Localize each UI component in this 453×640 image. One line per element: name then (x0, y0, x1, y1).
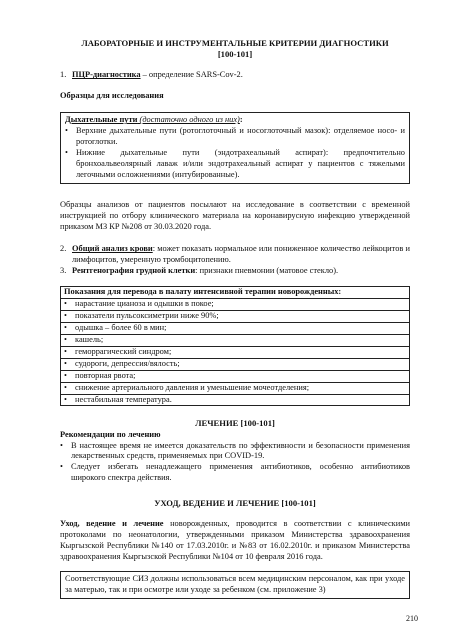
pcr-item-text: – определение SARS-Cov-2. (140, 70, 243, 80)
care-paragraph-text: новорожденных, проводится в соответствии с клиническими протоколами по неонатологии, утвержденными приказом Министерства здравоохранения Кыргызской Республики №140 от 17.03.2010г. и №83 от 16.02.2010г. и приказом Министерства здравоохранения Кыргызской Республики №104 от 10 февраля 2016 года. (60, 519, 410, 562)
list-item: • Следует избегать ненадлежащего применения антибиотиков, особенно антибиотиков широкого спектра действия. (60, 462, 410, 484)
list-item: • одышка – более 60 в мин; (64, 323, 406, 334)
respiratory-heading-colon: : (239, 115, 243, 125)
ppe-box: Соответствующие СИЗ должны использоваться всем медицинским персоналом, как при уходе за матерью, так и при осмотре или уходе за ребенком (см. приложение 3) (60, 571, 410, 599)
samples-paragraph: Образцы анализов от пациентов посылают на исследование в соответствии с временной инструкцией по отбору клинического материала на коронавирусную инфекцию утвержденной приказом МЗ КР №208 от 30.03.2020 года. (60, 199, 410, 231)
care-paragraph (60, 519, 410, 563)
icu-indications-table (60, 286, 410, 406)
xray-item-number: 3. (60, 266, 67, 276)
respiratory-box (60, 112, 410, 184)
diagnostics-title-line1: ЛАБОРАТОРНЫЕ И ИНСТРУМЕНТАЛЬНЫЕ КРИТЕРИИ ДИАГНОСТИКИ (81, 38, 389, 48)
page-number: 210 (406, 614, 418, 623)
diagnostics-title-line2: [100-101] (217, 49, 253, 60)
xray-item-bold: Рентгенография грудной клетки (72, 266, 196, 276)
respiratory-heading-bold: Дыхательные пути (65, 115, 138, 125)
document-page (60, 38, 410, 599)
list-item: • нестабильная температура. (64, 395, 406, 406)
list-item: • геморрагический синдром; (64, 347, 406, 358)
list-item: • судороги, депрессия/вялость; (64, 359, 406, 370)
list-item: • повторная рвота; (64, 371, 406, 382)
xray-item (60, 266, 410, 277)
respiratory-box-heading (65, 115, 405, 126)
list-item: • Нижние дыхательные пути (эндотрахеальный аспират): предпочтительно бронхоальвеолярный лаваж и/или эндотрахеальный аспират у пациентов с тяжелыми легочными осложнениями (интубированные). (65, 148, 405, 181)
pcr-item (60, 70, 410, 81)
list-item: • показатели пульсоксиметрии ниже 90%; (64, 311, 406, 322)
respiratory-heading-italic: (достаточно одного из них) (137, 115, 240, 125)
diagnostics-title (60, 38, 410, 60)
pcr-item-number: 1. (60, 70, 67, 80)
treatment-subheading: Рекомендации по лечению (60, 429, 161, 439)
list-item: • В настоящее время не имеется доказательств по эффективности и безопасности применения лекарственных средств, применяемых при COVID-19. (60, 441, 410, 463)
list-item: • кашель; (64, 335, 406, 346)
list-item: • снижение артериального давления и уменьшение мочеотделения; (64, 383, 406, 394)
list-item: • Верхние дыхательные пути (ротоглоточный и носоглоточный мазок): отделяемое носо- и ротоглотки. (65, 126, 405, 148)
list-item: • нарастание цианоза и одышки в покое; (64, 299, 406, 310)
cbc-item (60, 244, 410, 266)
pcr-item-bold: ПЦР-диагностика (72, 70, 141, 80)
cbc-item-text: : может показать нормальное или пониженное количество лейкоцитов и лимфоцитов, умеренную тромбоцитопению. (72, 244, 410, 265)
respiratory-list (65, 126, 405, 181)
treatment-list (60, 441, 410, 485)
samples-heading: Образцы для исследования (60, 91, 164, 101)
xray-item-text: : признаки пневмонии (матовое стекло). (195, 266, 339, 276)
care-paragraph-bold: Уход, ведение и лечение (60, 519, 164, 529)
icu-indications-heading: Показания для перевода в палату интенсивной терапии новорожденных: (61, 287, 410, 299)
care-title: УХОД, ВЕДЕНИЕ И ЛЕЧЕНИЕ [100-101] (154, 498, 316, 509)
cbc-item-number: 2. (60, 244, 67, 254)
treatment-title: ЛЕЧЕНИЕ [100-101] (195, 418, 275, 429)
cbc-item-bold: Общий анализ крови (72, 244, 153, 254)
